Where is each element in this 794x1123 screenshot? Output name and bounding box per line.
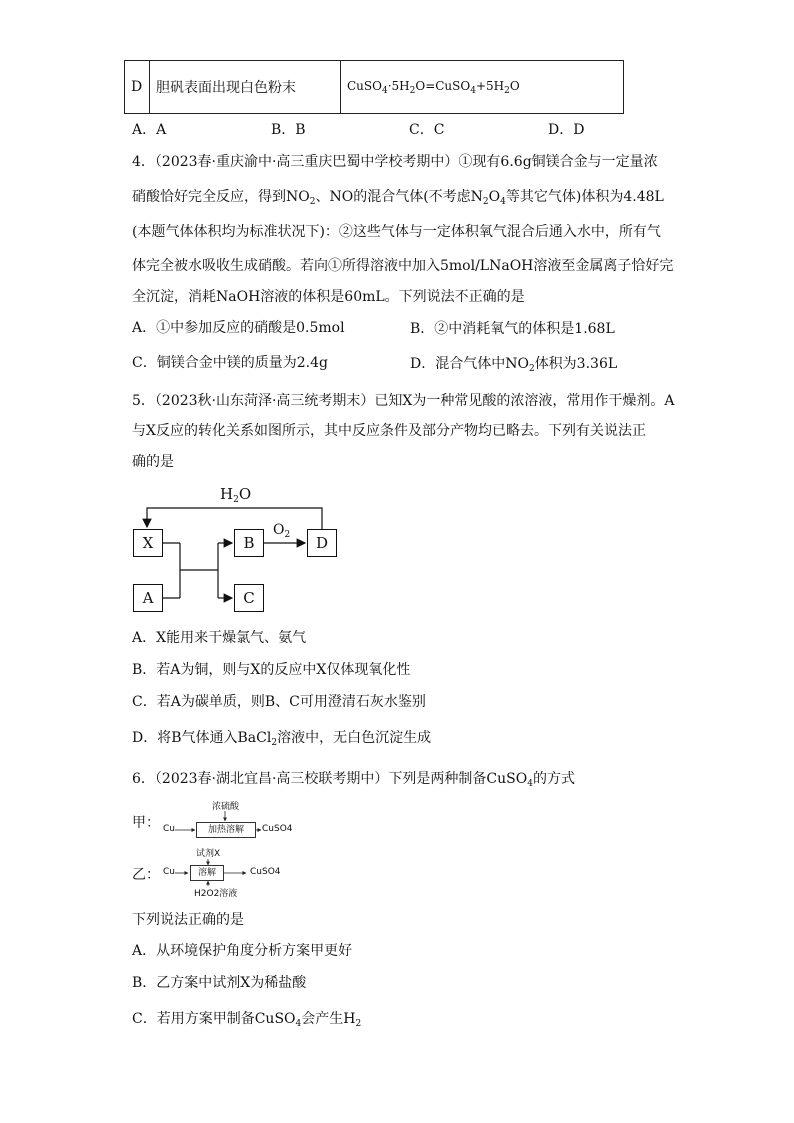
q3-option-c: C．C (409, 122, 445, 138)
h2o-label: $H_2O$ (220, 485, 252, 505)
q5-option-d: D．将B气体通入BaCl$_2$溶液中，无白色沉淀生成 (132, 730, 432, 748)
jia-reagent: 浓硫酸 (212, 802, 240, 812)
q3-option-d: D．D (548, 122, 585, 138)
yi-process-box: 溶解 (190, 865, 224, 881)
q4-option-d: D．混合气体中$NO_2$体积为3.36L (410, 356, 618, 374)
jia-product: CuSO4 (262, 824, 293, 834)
node-b: B (234, 529, 264, 557)
q5-option-b: B．若A为铜，则与X的反应中X仅体现氧化性 (132, 662, 411, 678)
q4-stem-line-2: 硝酸恰好完全反应，得到$NO_2$、NO的混合气体(不考虑$N_2O_4$等其它气体)体积为4.48L (132, 189, 664, 207)
jia-process-box: 加热溶解 (196, 822, 256, 838)
node-x: X (133, 529, 163, 557)
q4-stem-line-3: (本题气体体积均为标准状况下)：②这些气体与一定体积氧气混合后通入水中，所有气 (132, 224, 661, 240)
q6-option-a: A．从环境保护角度分析方案甲更好 (132, 943, 353, 959)
q5-stem-line-3: 确的是 (132, 454, 174, 470)
table-row-label: D (125, 61, 150, 114)
q4-stem-line-5: 全沉淀，消耗NaOH溶液的体积是60mL。下列说法不正确的是 (132, 289, 525, 305)
q3-option-b: B．B (271, 122, 306, 138)
scheme-jia-label: 甲： (132, 815, 160, 831)
q4-stem-line-1: 4．（2023春·重庆渝中·高三重庆巴蜀中学校考期中）①现有6.6g铜镁合金与一定量浓 (132, 154, 658, 170)
node-a: A (133, 584, 163, 612)
q4-stem-line-4: 体完全被水吸收生成硝酸。若向①所得溶液中加入5mol/LNaOH溶液至金属离子恰好完 (132, 258, 674, 274)
o2-label: $O_2$ (273, 522, 291, 540)
q5-stem-line-2: 与X反应的转化关系如图所示，其中反应条件及部分产物均已略去。下列有关说法正 (132, 423, 646, 439)
q4-option-a: A．①中参加反应的硝酸是0.5mol (132, 320, 345, 336)
q5-option-a: A．X能用来干燥氯气、氨气 (132, 630, 307, 646)
yi-start: Cu (163, 867, 175, 877)
q6-stem-line-1: 6．（2023春·湖北宜昌·高三校联考期中）下列是两种制备CuSO$_4$的方式 (132, 771, 575, 789)
scheme-yi-label: 乙： (132, 867, 160, 883)
q5-stem-line-1: 5．（2023秋·山东菏泽·高三统考期末）已知X为一种常见酸的浓溶液，常用作干燥剂。A (132, 393, 675, 409)
q5-option-c: C．若A为碳单质，则B、C可用澄清石灰水鉴别 (132, 694, 426, 710)
q3-option-a: A．A (132, 122, 167, 138)
table-row-equation: $CuSO_4\cdot 5H_2O=CuSO_4+5H_2O$ (341, 61, 624, 114)
yi-product: CuSO4 (250, 867, 281, 877)
q6-option-c: C．若用方案甲制备CuSO$_4$会产生$H_2$ (132, 1011, 362, 1029)
table-row-description: 胆矾表面出现白色粉末 (150, 61, 341, 114)
node-c: C (234, 584, 264, 612)
q6-option-b: B．乙方案中试剂X为稀盐酸 (132, 975, 307, 991)
yi-reagent-bottom: H2O2溶液 (194, 889, 238, 899)
q4-option-b: B．②中消耗氧气的体积是1.68L (410, 321, 615, 337)
yi-reagent-top: 试剂X (196, 849, 221, 859)
q4-option-c: C．铜镁合金中镁的质量为2.4g (132, 355, 328, 371)
q6-prompt: 下列说法正确的是 (132, 912, 244, 928)
node-d: D (307, 529, 337, 557)
jia-start: Cu (163, 824, 175, 834)
